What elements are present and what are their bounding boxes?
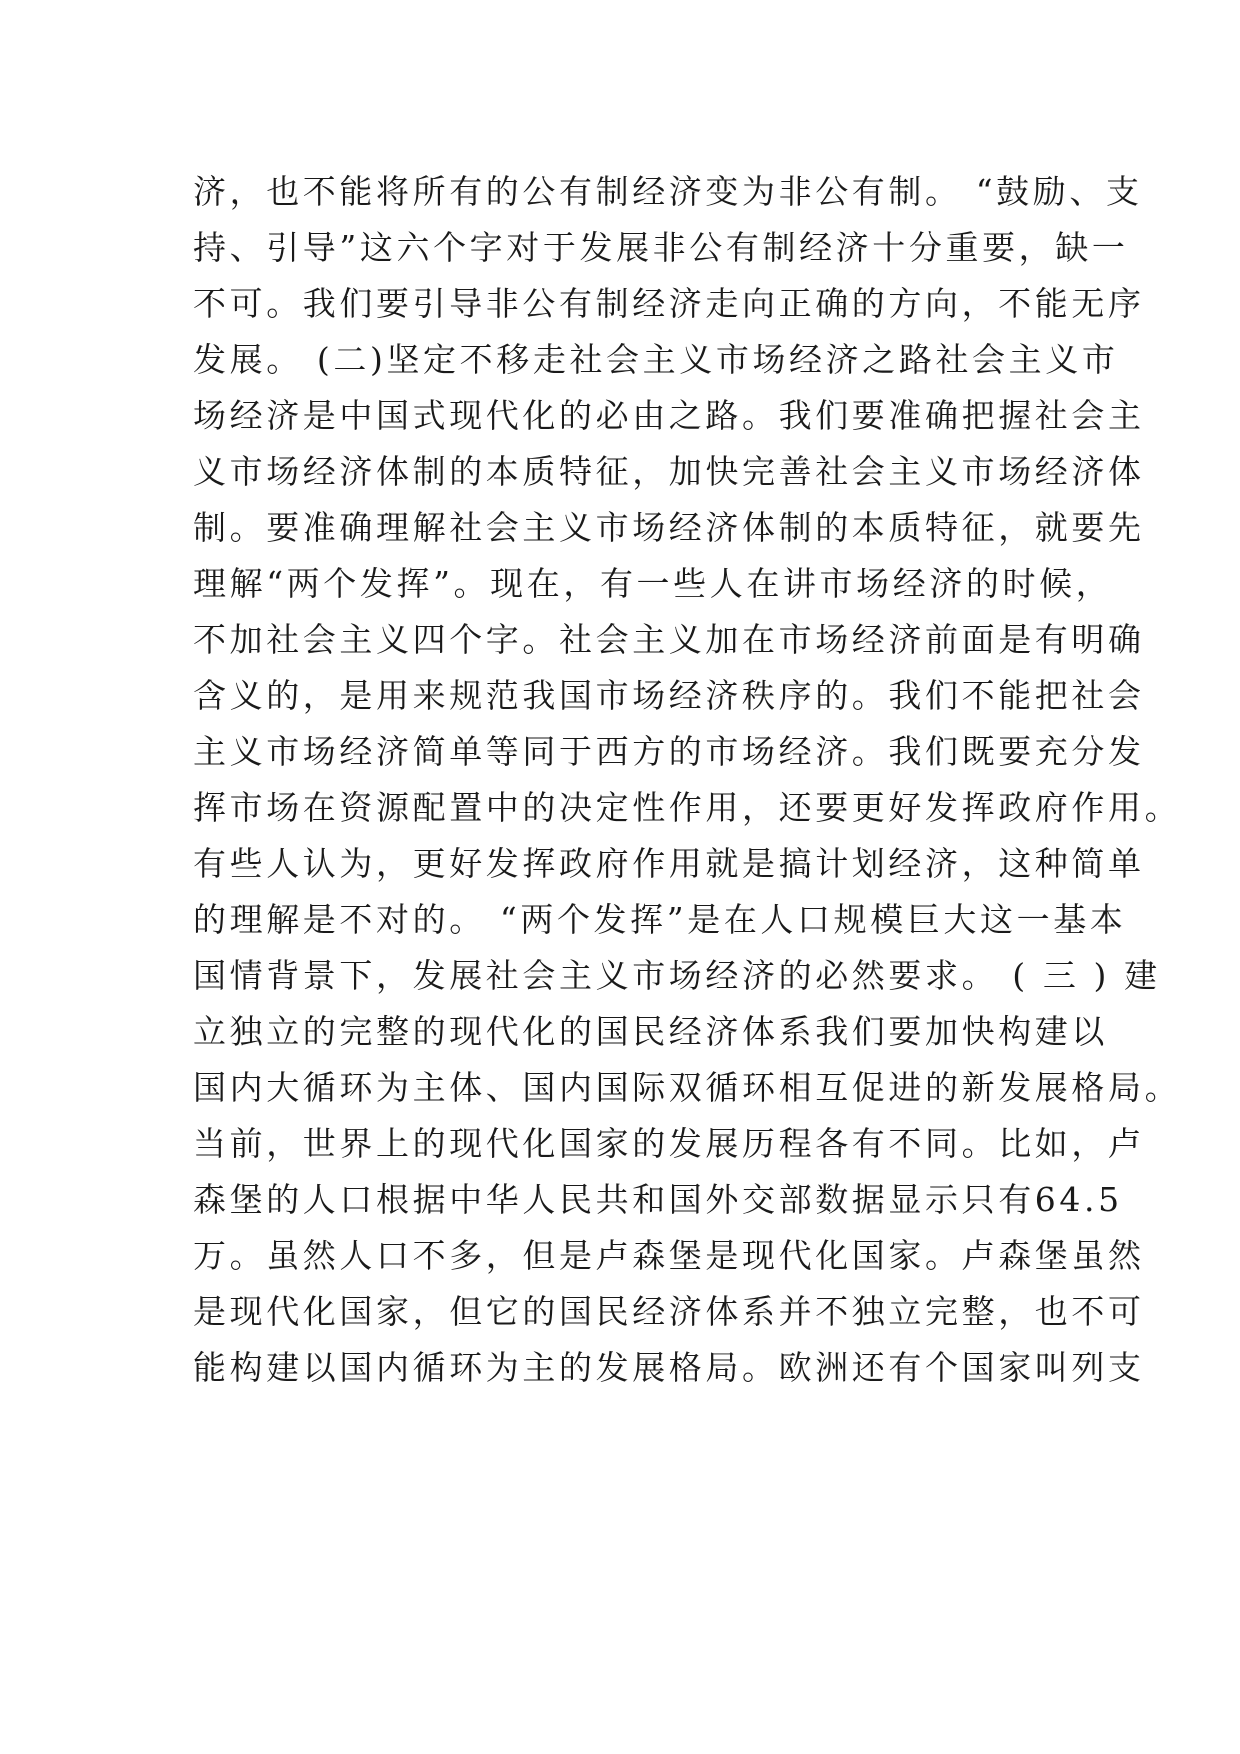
text-line: 理解“两个发挥”。现在，有一些人在讲市场经济的时候， [193, 564, 1113, 603]
text-line: 济，也不能将所有的公有制经济变为非公有制。 “鼓励、支 [193, 172, 1143, 211]
text-line: 有些人认为，更好发挥政府作用就是搞计划经济，这种简单 [193, 844, 1145, 883]
text-line: 含义的，是用来规范我国市场经济秩序的。我们不能把社会 [193, 676, 1145, 715]
text-line: 森堡的人口根据中华人民共和国外交部数据显示只有64.5 [193, 1180, 1123, 1219]
text-line: 不可。我们要引导非公有制经济走向正确的方向，不能无序 [193, 284, 1145, 323]
body-text [193, 164, 1182, 1396]
text-line: 是现代化国家，但它的国民经济体系并不独立完整，也不可 [193, 1292, 1145, 1331]
text-line: 不加社会主义四个字。社会主义加在市场经济前面是有明确 [193, 620, 1145, 659]
text-line: 立独立的完整的现代化的国民经济体系我们要加快构建以 [193, 1012, 1108, 1051]
text-line: 主义市场经济简单等同于西方的市场经济。我们既要充分发 [193, 732, 1145, 771]
text-line: 义市场经济体制的本质特征，加快完善社会主义市场经济体 [193, 452, 1145, 491]
text-line: 万。虽然人口不多，但是卢森堡是现代化国家。卢森堡虽然 [193, 1236, 1145, 1275]
text-line: 的理解是不对的。 “两个发挥”是在人口规模巨大这一基本 [193, 900, 1127, 939]
text-line: 持、引导”这六个字对于发展非公有制经济十分重要，缺一 [193, 228, 1129, 267]
text-line: 能构建以国内循环为主的发展格局。欧洲还有个国家叫列支 [193, 1348, 1145, 1387]
text-line: 国情背景下，发展社会主义市场经济的必然要求。 ( 三 ) 建 [193, 956, 1161, 995]
text-line: 国内大循环为主体、国内国际双循环相互促进的新发展格局。 [193, 1068, 1182, 1107]
text-line: 场经济是中国式现代化的必由之路。我们要准确把握社会主 [193, 396, 1145, 435]
text-line: 挥市场在资源配置中的决定性作用，还要更好发挥政府作用。 [193, 788, 1182, 827]
text-line: 发展。 (二)坚定不移走社会主义市场经济之路社会主义市 [193, 340, 1119, 379]
text-line: 制。要准确理解社会主义市场经济体制的本质特征，就要先 [193, 508, 1145, 547]
text-line: 当前，世界上的现代化国家的发展历程各有不同。比如，卢 [193, 1124, 1145, 1163]
